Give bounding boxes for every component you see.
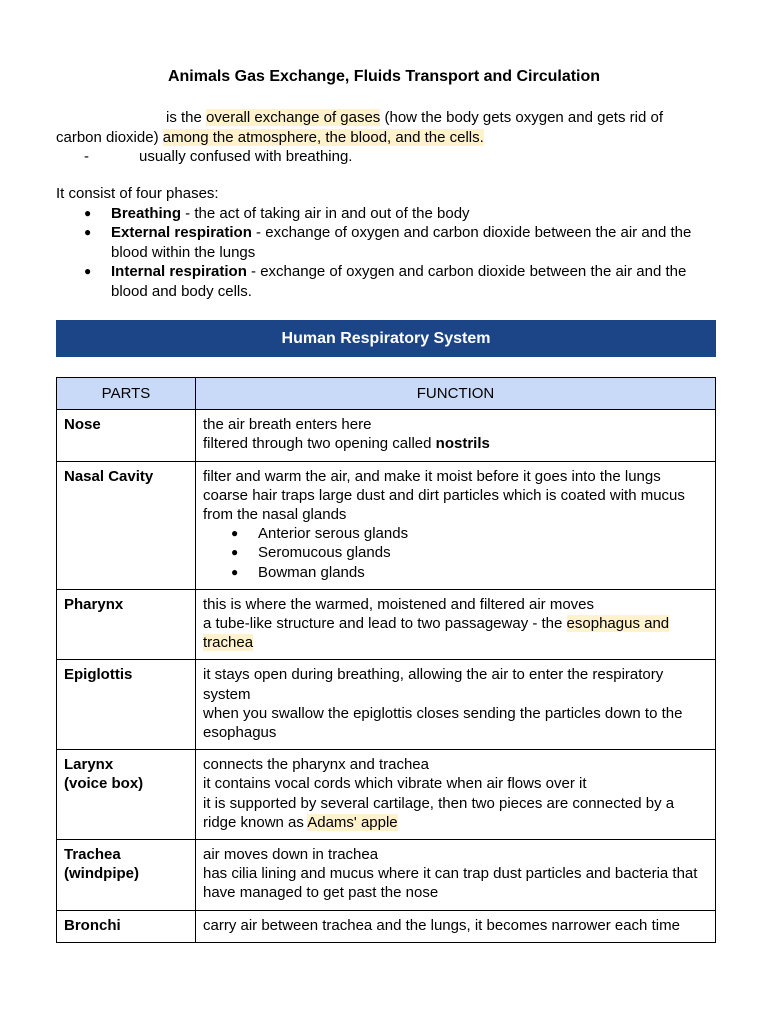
part-cell [57,589,196,660]
intro-line-2 [56,128,716,148]
part-name: Bronchi [64,916,121,934]
part-name: Trachea [64,846,121,864]
list-item-text: Seromucous glands [258,544,391,562]
function-line [203,794,708,832]
phase-item [56,204,716,224]
function-bold: nostrils [435,435,490,453]
table-row [57,840,716,911]
function-cell [196,660,716,750]
function-cell [196,410,716,461]
section-banner: Human Respiratory System [56,320,716,357]
intro-text: is the [166,109,207,126]
phase-term: Internal respiration [111,263,247,280]
intro-line-1 [56,108,716,128]
bullet-icon: ● [84,264,92,278]
highlight-text: among the atmosphere, the blood, and the cells. [162,128,484,146]
dash-note-text: usually confused with breathing. [139,148,353,165]
table-row [57,589,716,660]
part-name: Nasal Cavity [64,467,154,485]
function-cell [196,461,716,589]
intro-paragraph [56,108,716,167]
bullet-icon: ● [231,564,239,579]
function-line: connects the pharynx and trachea [203,756,429,774]
part-alias: (windpipe) [64,865,139,883]
list-item [203,524,708,543]
part-cell [57,410,196,461]
dash-note [84,147,716,167]
phase-term: Breathing [111,204,182,222]
function-cell [196,750,716,840]
header-function: FUNCTION [196,378,716,410]
list-item-text: Anterior serous glands [258,525,409,543]
table-row [57,660,716,750]
part-name: Pharynx [64,595,124,613]
function-line: it contains vocal cords which vibrate when air flows over it [203,775,587,793]
bullet-icon: ● [84,205,92,220]
part-cell [57,840,196,911]
function-line [203,614,708,652]
table-row [57,910,716,942]
phase-desc: - exchange of oxygen and carbon dioxide between the air and the blood within the lungs [111,224,692,261]
list-item [203,543,708,562]
function-line: the air breath enters here [203,416,372,434]
phases-section [56,184,716,301]
function-line: this is where the warmed, moistened and filtered air moves [203,595,595,613]
part-name: Epiglottis [64,666,133,684]
function-line: carry air between trachea and the lungs, it becomes narrower each time [203,916,680,934]
function-line: has cilia lining and mucus where it can trap dust particles and bacteria that have managed to get past the nose [203,865,698,902]
highlight-text: overall exchange of gases [206,109,381,126]
part-name: Larynx [64,756,114,774]
highlight-text: esophagus and trachea [203,615,670,652]
bullet-icon: ● [84,225,92,239]
function-cell [196,910,716,942]
header-parts: PARTS [57,378,196,410]
phase-item [56,223,716,262]
function-line: filter and warm the air, and make it moist before it goes into the lungs [203,467,661,485]
table-row [57,750,716,840]
list-item-text: Bowman glands [258,563,365,581]
page-title: Animals Gas Exchange, Fluids Transport and Circulation [167,68,601,85]
part-name: Nose [64,416,101,434]
highlight-text: Adams' apple [307,813,398,831]
function-text: filtered through two opening called [203,435,436,453]
table-row [57,461,716,589]
phase-item [56,262,716,301]
function-cell [196,589,716,660]
function-line: when you swallow the epiglottis closes sending the particles down to the esophagus [203,704,683,742]
part-alias: (voice box) [64,775,144,793]
phase-desc: - the act of taking air in and out of the body [181,204,470,222]
function-text: a tube-like structure and lead to two passageway - the [203,615,567,633]
respiratory-table [56,377,716,943]
part-cell [57,660,196,750]
function-line [203,434,708,453]
table-row [57,410,716,461]
phase-desc: - exchange of oxygen and carbon dioxide between the air and the blood and body cells. [111,263,687,300]
part-cell [57,910,196,942]
function-cell [196,840,716,911]
bullet-icon: ● [231,526,239,541]
phase-term: External respiration [111,224,252,241]
function-text: it is supported by several cartilage, then two pieces are connected by a ridge known as [203,794,675,831]
bullet-icon: ● [231,545,239,560]
dash-marker: - [84,148,89,165]
phases-lead: It consist of four phases: [56,185,219,202]
table-header-row [57,378,716,410]
intro-text: carbon dioxide) [56,128,163,146]
function-line: coarse hair traps large dust and dirt particles which is coated with mucus from the nasal glands [203,486,685,524]
part-cell [57,750,196,840]
part-cell [57,461,196,589]
function-line: air moves down in trachea [203,846,379,864]
list-item [203,563,708,582]
function-line: it stays open during breathing, allowing the air to enter the respiratory system [203,666,664,703]
intro-text: (how the body gets oxygen and gets rid of [380,109,663,126]
